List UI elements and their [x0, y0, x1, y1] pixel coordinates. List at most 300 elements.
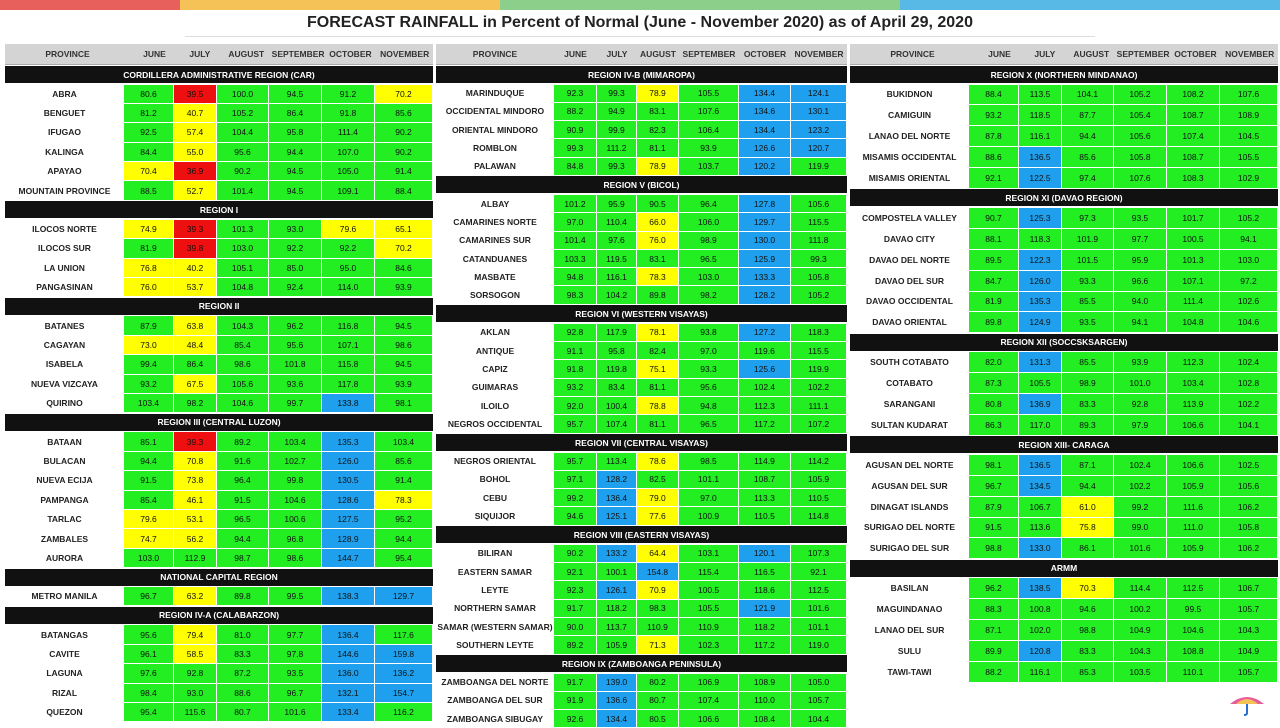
province-name: SURIGAO DEL SUR: [869, 543, 950, 554]
rainfall-value-november: 106.2: [1220, 538, 1278, 558]
rainfall-value-june: 98.3: [554, 286, 597, 303]
rainfall-value-october: 105.0: [322, 162, 375, 180]
rainfall-value-august: 78.6: [637, 453, 679, 470]
rainfall-value-july: 124.9: [1019, 312, 1062, 332]
rainfall-value-september: 102.3: [679, 636, 739, 653]
rainfall-value-september: 99.0: [1114, 518, 1167, 538]
table-row: [5, 258, 433, 277]
province-name: MARINDUQUE: [465, 88, 525, 99]
rainfall-value-june: 99.3: [554, 139, 597, 156]
table-row: [5, 219, 433, 238]
rainfall-value-august: 104.8: [217, 278, 269, 296]
rainfall-cells: [554, 636, 847, 653]
rainfall-value-september: 96.8: [269, 529, 322, 547]
rainfall-value-november: 108.9: [1220, 105, 1278, 125]
rainfall-value-june: 86.3: [969, 415, 1019, 435]
rainfall-value-october: 117.2: [739, 415, 791, 432]
rainfall-value-september: 97.9: [1114, 415, 1167, 435]
table-row: [850, 312, 1278, 333]
rainfall-value-november: 106.2: [1220, 497, 1278, 517]
rainfall-value-august: 78.8: [637, 397, 679, 414]
rainfall-value-june: 95.4: [124, 703, 174, 721]
table-row: [850, 352, 1278, 373]
rainfall-value-october: 133.3: [739, 268, 791, 285]
rainfall-value-november: 105.0: [791, 674, 847, 691]
table-row: [436, 396, 847, 414]
rainfall-value-july: 118.5: [1019, 105, 1062, 125]
table-row: [5, 162, 433, 181]
rainfall-value-november: 123.2: [791, 121, 847, 138]
rainfall-value-september: 98.6: [269, 549, 322, 567]
rainfall-value-september: 106.4: [679, 121, 739, 138]
rainfall-value-november: 110.5: [791, 489, 847, 506]
rainfall-value-september: 103.4: [269, 432, 322, 450]
rainfall-cells: [124, 452, 433, 470]
rainfall-value-august: 100.0: [217, 85, 269, 103]
rainfall-value-october: 114.0: [322, 278, 375, 296]
rainfall-value-november: 105.2: [791, 286, 847, 303]
rainfall-value-july: 113.6: [1019, 518, 1062, 538]
table-row: [850, 640, 1278, 661]
province-name: DAVAO ORIENTAL: [872, 317, 947, 328]
rainfall-cells: [554, 600, 847, 617]
rainfall-value-november: 112.5: [791, 581, 847, 598]
table-row: [436, 581, 847, 599]
rainfall-value-november: 119.9: [791, 360, 847, 377]
rainfall-value-august: 104.3: [217, 316, 269, 334]
header-november: NOVEMBER: [380, 49, 430, 59]
rainfall-value-august: 80.7: [637, 692, 679, 709]
rainfall-cells: [969, 455, 1278, 475]
table-row: [850, 620, 1278, 641]
rainfall-cells: [124, 684, 433, 702]
rainfall-value-june: 84.4: [124, 143, 174, 161]
rainfall-value-october: 108.7: [1167, 147, 1220, 167]
top-stripe-blue: [900, 0, 1280, 10]
table-row: [436, 360, 847, 378]
rainfall-value-october: 102.4: [739, 379, 791, 396]
rainfall-value-august: 80.2: [637, 674, 679, 691]
rainfall-value-november: 92.1: [791, 563, 847, 580]
rainfall-value-august: 76.0: [637, 232, 679, 249]
region-header: ARMM: [850, 560, 1278, 577]
rainfall-value-august: 101.4: [217, 181, 269, 199]
rainfall-value-november: 105.7: [1220, 662, 1278, 682]
rainfall-value-june: 91.8: [554, 360, 597, 377]
rainfall-value-october: 109.1: [322, 181, 375, 199]
rainfall-value-june: 97.6: [124, 664, 174, 682]
rainfall-value-august: 80.7: [217, 703, 269, 721]
table-row: [5, 374, 433, 393]
rainfall-value-june: 88.1: [969, 229, 1019, 249]
rainfall-value-august: 82.4: [637, 342, 679, 359]
rainfall-value-november: 90.2: [375, 123, 433, 141]
province-name: ABRA: [52, 88, 77, 99]
rainfall-value-august: 83.3: [1062, 641, 1114, 661]
province-name: MISAMIS OCCIDENTAL: [862, 152, 957, 163]
rainfall-value-june: 94.6: [554, 507, 597, 524]
rainfall-cells: [969, 662, 1278, 682]
rainfall-value-september: 100.2: [1114, 599, 1167, 619]
rainfall-value-july: 115.6: [174, 703, 217, 721]
province-name: DAVAO CITY: [883, 233, 936, 244]
rainfall-cells: [969, 476, 1278, 496]
province-name: DAVAO DEL NORTE: [869, 254, 950, 265]
header-october: OCTOBER: [1174, 49, 1217, 59]
rainfall-value-june: 88.5: [124, 181, 174, 199]
rainfall-value-august: 83.3: [217, 645, 269, 663]
rainfall-cells: [969, 415, 1278, 435]
rainfall-value-september: 95.6: [269, 336, 322, 354]
table-header: [436, 44, 847, 65]
rainfall-value-september: 101.1: [679, 471, 739, 488]
rainfall-value-june: 92.1: [969, 168, 1019, 188]
rainfall-value-september: 104.6: [269, 491, 322, 509]
header-october: OCTOBER: [329, 49, 372, 59]
header-july: JULY: [1034, 49, 1056, 59]
rainfall-value-july: 95.8: [597, 342, 637, 359]
region-header: REGION VI (WESTERN VISAYAS): [436, 305, 847, 322]
rainfall-cells: [969, 538, 1278, 558]
rainfall-value-june: 92.3: [554, 581, 597, 598]
rainfall-value-august: 77.6: [637, 507, 679, 524]
rainfall-value-august: 105.2: [217, 104, 269, 122]
rainfall-value-june: 96.2: [969, 578, 1019, 598]
rainfall-value-november: 90.2: [375, 143, 433, 161]
rainfall-cells: [124, 123, 433, 141]
rainfall-value-august: 93.5: [1062, 312, 1114, 332]
table-row: [850, 373, 1278, 394]
rainfall-cells: [554, 692, 847, 709]
rainfall-cells: [554, 453, 847, 470]
table-row: [850, 414, 1278, 435]
rainfall-value-october: 106.6: [1167, 415, 1220, 435]
province-name: LANAO DEL NORTE: [868, 131, 951, 142]
rainfall-value-november: 114.8: [791, 507, 847, 524]
rainfall-value-october: 125.9: [739, 250, 791, 267]
rainfall-value-august: 85.4: [217, 336, 269, 354]
table-row: [850, 291, 1278, 312]
rainfall-value-august: 81.1: [637, 415, 679, 432]
rainfall-value-november: 105.8: [791, 268, 847, 285]
rainfall-cells: [554, 471, 847, 488]
province-name: AURORA: [45, 552, 84, 563]
province-name: COTABATO: [886, 378, 933, 389]
rainfall-value-october: 117.8: [322, 375, 375, 393]
rainfall-value-june: 73.0: [124, 336, 174, 354]
rainfall-value-august: 105.6: [217, 375, 269, 393]
rainfall-value-august: 61.0: [1062, 497, 1114, 517]
rainfall-value-november: 129.7: [375, 587, 433, 605]
rainfall-cells: [554, 213, 847, 230]
rainfall-value-june: 87.3: [969, 373, 1019, 393]
rainfall-cells: [969, 599, 1278, 619]
rainfall-value-august: 98.7: [217, 549, 269, 567]
rainfall-value-november: 103.4: [375, 432, 433, 450]
rainfall-value-june: 92.3: [554, 85, 597, 102]
rainfall-value-july: 102.0: [1019, 620, 1062, 640]
rainfall-value-june: 97.0: [554, 213, 597, 230]
table-row: [5, 451, 433, 470]
rainfall-cells: [969, 250, 1278, 270]
rainfall-cells: [969, 373, 1278, 393]
rainfall-value-august: 104.6: [217, 394, 269, 412]
rainfall-cells: [969, 312, 1278, 332]
rainfall-value-october: 108.7: [739, 471, 791, 488]
rainfall-value-july: 39.3: [174, 432, 217, 450]
region-header: REGION IX (ZAMBOANGA PENINSULA): [436, 655, 847, 672]
rainfall-value-june: 98.8: [969, 538, 1019, 558]
province-name: TAWI-TAWI: [887, 666, 932, 677]
rainfall-value-october: 133.8: [322, 394, 375, 412]
rainfall-cells: [124, 181, 433, 199]
rainfall-value-october: 127.8: [739, 195, 791, 212]
province-name: LEYTE: [481, 584, 509, 595]
rainfall-value-september: 93.5: [269, 664, 322, 682]
rainfall-value-june: 90.9: [554, 121, 597, 138]
province-name: ZAMBOANGA DEL NORTE: [441, 677, 549, 688]
table-row: [850, 249, 1278, 270]
region-header: NATIONAL CAPITAL REGION: [5, 569, 433, 586]
rainfall-value-october: 111.4: [1167, 292, 1220, 312]
table-row: [5, 316, 433, 335]
rainfall-value-october: 117.2: [739, 636, 791, 653]
rainfall-value-june: 90.0: [554, 618, 597, 635]
rainfall-value-august: 85.6: [1062, 147, 1114, 167]
province-name: KALINGA: [45, 146, 84, 157]
rainfall-value-june: 97.1: [554, 471, 597, 488]
table-row: [436, 415, 847, 433]
rainfall-value-october: 110.0: [739, 692, 791, 709]
rainfall-value-june: 99.4: [124, 355, 174, 373]
rainfall-value-july: 99.3: [597, 158, 637, 175]
rainfall-value-september: 93.8: [679, 324, 739, 341]
rainfall-value-july: 105.9: [597, 636, 637, 653]
header-august: AUGUST: [228, 49, 265, 59]
rainfall-value-july: 125.3: [1019, 208, 1062, 228]
header-november: NOVEMBER: [794, 49, 844, 59]
table-row: [850, 168, 1278, 189]
rainfall-value-september: 96.6: [1114, 271, 1167, 291]
rainfall-value-november: 91.4: [375, 162, 433, 180]
table-row: [5, 123, 433, 142]
rainfall-value-june: 89.2: [554, 636, 597, 653]
rainfall-value-august: 87.1: [1062, 455, 1114, 475]
province-name: CAMARINES SUR: [459, 235, 531, 246]
header-august: AUGUST: [1073, 49, 1110, 59]
rainfall-value-august: 98.8: [1062, 620, 1114, 640]
rainfall-cells: [124, 549, 433, 567]
rainfall-value-october: 128.6: [322, 491, 375, 509]
rainfall-value-june: 88.3: [969, 599, 1019, 619]
rainfall-cells: [124, 529, 433, 547]
rainfall-value-june: 98.1: [969, 455, 1019, 475]
rainfall-value-june: 81.2: [124, 104, 174, 122]
rainfall-value-september: 105.4: [1114, 105, 1167, 125]
rainfall-value-november: 154.7: [375, 684, 433, 702]
rainfall-value-november: 103.0: [1220, 250, 1278, 270]
rainfall-value-september: 95.6: [679, 379, 739, 396]
rainfall-value-june: 87.9: [124, 316, 174, 334]
rainfall-value-june: 95.7: [554, 415, 597, 432]
rainfall-value-july: 135.3: [1019, 292, 1062, 312]
rainfall-value-august: 64.4: [637, 545, 679, 562]
rainfall-value-july: 117.0: [1019, 415, 1062, 435]
rainfall-cells: [554, 195, 847, 212]
table-row: [850, 207, 1278, 228]
rainfall-value-june: 98.4: [124, 684, 174, 702]
table-row: [5, 181, 433, 200]
page-title: FORECAST RAINFALL in Percent of Normal (June - November 2020) as of April 29, 2020: [307, 14, 973, 31]
rainfall-value-september: 100.6: [269, 510, 322, 528]
province-name: NEGROS OCCIDENTAL: [447, 418, 543, 429]
rainfall-value-august: 78.1: [637, 324, 679, 341]
table-row: [850, 454, 1278, 475]
rainfall-value-september: 106.6: [679, 710, 739, 727]
rainfall-value-august: 101.3: [217, 220, 269, 238]
province-name: BOHOL: [479, 474, 511, 485]
header-october: OCTOBER: [743, 49, 787, 59]
table-row: [5, 683, 433, 702]
rainfall-value-october: 104.8: [1167, 312, 1220, 332]
rainfall-value-november: 65.1: [375, 220, 433, 238]
rainfall-value-november: 104.5: [1220, 126, 1278, 146]
rainfall-value-august: 83.1: [637, 250, 679, 267]
rainfall-value-july: 73.8: [174, 471, 217, 489]
rainfall-value-november: 115.5: [791, 213, 847, 230]
region-header: REGION III (CENTRAL LUZON): [5, 414, 433, 431]
header-province: PROVINCE: [45, 49, 90, 59]
rainfall-cells: [124, 104, 433, 122]
rainfall-value-october: 118.6: [739, 581, 791, 598]
province-name: SURIGAO DEL NORTE: [864, 522, 955, 533]
province-name: LAGUNA: [46, 668, 83, 679]
rainfall-value-july: 113.4: [597, 453, 637, 470]
rainfall-value-august: 104.4: [217, 123, 269, 141]
rainfall-value-september: 104.9: [1114, 620, 1167, 640]
rainfall-value-september: 106.9: [679, 674, 739, 691]
rainfall-cells: [124, 587, 433, 605]
rainfall-value-september: 94.8: [679, 397, 739, 414]
rainfall-value-july: 58.5: [174, 645, 217, 663]
rainfall-value-november: 101.6: [791, 600, 847, 617]
province-name: PAMPANGA: [40, 494, 89, 505]
rainfall-value-august: 93.3: [1062, 271, 1114, 291]
rainfall-cells: [124, 625, 433, 643]
table-row: [436, 102, 847, 120]
rainfall-value-november: 98.1: [375, 394, 433, 412]
header-june: JUNE: [988, 49, 1011, 59]
rainfall-value-november: 116.2: [375, 703, 433, 721]
region-header: REGION X (NORTHERN MINDANAO): [850, 66, 1278, 83]
rainfall-value-august: 80.5: [637, 710, 679, 727]
region-header: REGION IV-B (MIMAROPA): [436, 66, 847, 83]
table-row: [850, 126, 1278, 147]
table-row: [5, 471, 433, 490]
rainfall-value-june: 89.8: [969, 312, 1019, 332]
rainfall-value-september: 97.0: [679, 342, 739, 359]
rainfall-value-june: 96.7: [969, 476, 1019, 496]
province-name: BATAAN: [47, 436, 82, 447]
table-row: [5, 587, 433, 606]
rainfall-value-november: 111.8: [791, 232, 847, 249]
rainfall-value-november: 84.6: [375, 259, 433, 277]
province-name: LA UNION: [44, 262, 85, 273]
province-name: LANAO DEL SUR: [874, 625, 945, 636]
rainfall-value-october: 105.9: [1167, 538, 1220, 558]
rainfall-value-july: 70.8: [174, 452, 217, 470]
rainfall-cells: [124, 85, 433, 103]
header-september: SEPTEMBER: [1116, 49, 1170, 59]
table-row: [850, 475, 1278, 496]
column-panel-2: [436, 44, 847, 728]
rainfall-value-september: 94.5: [269, 162, 322, 180]
rainfall-value-october: 116.8: [322, 316, 375, 334]
rainfall-value-august: 70.3: [1062, 578, 1114, 598]
rainfall-cells: [124, 316, 433, 334]
rainfall-cells: [554, 397, 847, 414]
rainfall-value-september: 103.0: [679, 268, 739, 285]
rainfall-value-june: 103.4: [124, 394, 174, 412]
rainfall-value-august: 85.5: [1062, 292, 1114, 312]
rainfall-value-july: 107.4: [597, 415, 637, 432]
rainfall-value-october: 136.4: [322, 625, 375, 643]
rainfall-value-november: 105.5: [1220, 147, 1278, 167]
rainfall-cells: [554, 342, 847, 359]
rainfall-value-november: 104.1: [1220, 415, 1278, 435]
rainfall-value-october: 111.0: [1167, 518, 1220, 538]
rainfall-value-october: 121.9: [739, 600, 791, 617]
rainfall-cells: [124, 220, 433, 238]
province-name: NUEVA ECIJA: [36, 475, 93, 486]
rainfall-cells: [969, 271, 1278, 291]
rainfall-value-june: 101.4: [554, 232, 597, 249]
rainfall-value-july: 36.9: [174, 162, 217, 180]
rainfall-value-september: 100.9: [679, 507, 739, 524]
header-september: SEPTEMBER: [682, 49, 736, 59]
province-name: BILIRAN: [477, 548, 513, 559]
top-stripe-yellow: [180, 0, 500, 10]
rainfall-value-november: 102.4: [1220, 352, 1278, 372]
rainfall-value-august: 90.5: [637, 195, 679, 212]
province-name: METRO MANILA: [31, 591, 98, 602]
top-stripe-green: [500, 0, 900, 10]
rainfall-value-july: 136.9: [1019, 394, 1062, 414]
rainfall-value-june: 81.9: [124, 239, 174, 257]
rainfall-value-august: 94.4: [1062, 476, 1114, 496]
rainfall-value-july: 118.3: [1019, 229, 1062, 249]
rainfall-cells: [554, 158, 847, 175]
rainfall-value-october: 107.1: [322, 336, 375, 354]
rainfall-cells: [969, 641, 1278, 661]
rainfall-value-september: 103.7: [679, 158, 739, 175]
rainfall-value-august: 82.5: [637, 471, 679, 488]
umbrella-logo-icon: [1222, 692, 1272, 716]
rainfall-value-july: 133.0: [1019, 538, 1062, 558]
rainfall-value-june: 70.4: [124, 162, 174, 180]
rainfall-value-october: 125.6: [739, 360, 791, 377]
rainfall-value-september: 102.4: [1114, 455, 1167, 475]
province-name: BULACAN: [43, 455, 86, 466]
province-name: PANGASINAN: [36, 282, 93, 293]
rainfall-value-june: 90.7: [969, 208, 1019, 228]
rainfall-value-june: 85.1: [124, 432, 174, 450]
table-row: [850, 105, 1278, 126]
rainfall-value-october: 107.4: [1167, 126, 1220, 146]
rainfall-cells: [554, 618, 847, 635]
rainfall-value-august: 75.8: [1062, 518, 1114, 538]
rainfall-value-july: 92.8: [174, 664, 217, 682]
